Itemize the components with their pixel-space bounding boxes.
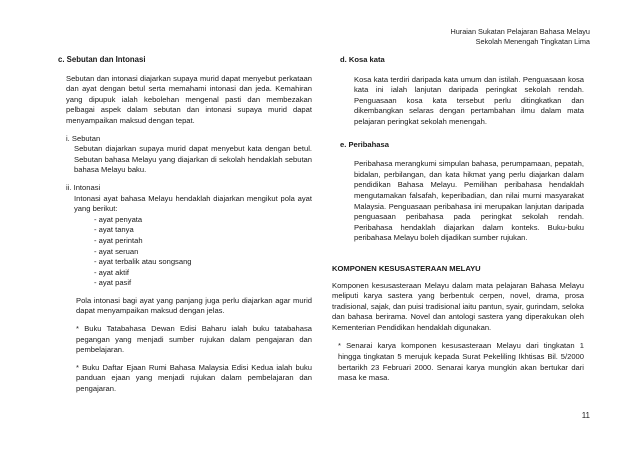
left-column bbox=[58, 55, 312, 402]
sub-ii-label: ii. Intonasi bbox=[66, 182, 101, 192]
section-c-paragraph: Sebutan dan intonasi diajarkan supaya murid dapat menyebut perkataan dan ayat dengan betul serta memahami intonasi dan jeda. Kemahiran yang dipupuk ialah kebolehan mengenal pasti dan membezakan pelbagai aspek dalam sebutan dan intonasi supaya murid dapat menyampaikan maksud dengan tepat. bbox=[66, 73, 312, 125]
sentence-pattern-list bbox=[94, 215, 312, 289]
sub-ii-text: Intonasi ayat bahasa Melayu hendaklah diajarkan mengikut pola ayat yang berikut: bbox=[74, 193, 312, 214]
sub-i-label: i. Sebutan bbox=[66, 133, 101, 143]
note-tatabahasa: * Buku Tatabahasa Dewan Edisi Baharu ialah buku tatabahasa pegangan yang menjadi sumber rujukan dalam pengajaran dan pembelajaran. bbox=[76, 324, 312, 355]
section-c-heading: c. Sebutan dan Intonasi bbox=[58, 55, 146, 64]
section-d-heading: d. Kosa kata bbox=[340, 55, 385, 64]
komponen-heading: KOMPONEN KESUSASTERAAN MELAYU bbox=[332, 263, 481, 273]
list-item: - ayat tanya bbox=[94, 225, 134, 235]
senarai-note: * Senarai karya komponen kesusasteraan Melayu dari tingkatan 1 hingga tingkatan 5 merujuk kepada Surat Pekeliling Ikhtisas Bil. 5/2000 bertarikh 23 Februari 2000. Senarai karya mungkin akan bertukar dari masa ke masa. bbox=[338, 341, 584, 383]
list-item: - ayat perintah bbox=[94, 235, 143, 245]
pattern-note: Pola intonasi bagi ayat yang panjang juga perlu diajarkan agar murid dapat menyampaikan maksud dengan jelas. bbox=[76, 295, 312, 316]
section-e-text: Peribahasa merangkumi simpulan bahasa, perumpamaan, pepatah, bidalan, perbilangan, dan kata hikmat yang perlu diajarkan dalam pendidikan Bahasa Melayu. Pemilihan peribahasa hendaklah mengutamakan falsafah, keperibadian, dan nilai murni masyarakat Malaysia. Penguasaan peribahasa ini merupakan lanjutan daripada penguasaan peribahasa pada peringkat sekolah rendah. Peribahasa hendaklah diajarkan dalam konteks. Buku-buku peribahasa Melayu boleh dijadikan sumber rujukan. bbox=[354, 159, 584, 243]
running-header bbox=[450, 27, 590, 47]
komponen-text: Komponen kesusasteraan Melayu dalam mata pelajaran Bahasa Melayu meliputi karya sastera yang berbentuk cerpen, novel, drama, prosa tradisional, sajak, dan puisi tradisional iaitu pantun, syair, gurindam, seloka dan bahasa berirama. Novel dan antologi sastera yang diperakukan oleh Kementerian Pendidikan hendaklah digunakan. bbox=[332, 280, 584, 332]
list-item: - ayat seruan bbox=[94, 246, 139, 256]
list-item: - ayat aktif bbox=[94, 267, 130, 277]
list-item: - ayat penyata bbox=[94, 214, 143, 224]
header-line-2: Sekolah Menengah Tingkatan Lima bbox=[475, 37, 590, 46]
section-d-text: Kosa kata terdiri daripada kata umum dan istilah. Penguasaan kosa kata ini ialah lanjutan daripada peringkat sekolah rendah. Penguasaan kosa kata tersebut perlu ditingkatkan dan dikembangkan selaras dengan pertambahan ilmu dalam mata pelajaran peringkat sekolah menengah. bbox=[354, 74, 584, 126]
note-daftar-ejaan: * Buku Daftar Ejaan Rumi Bahasa Malaysia Edisi Kedua ialah buku panduan ejaan yang menjadi rujukan dalam pembelajaran dan pengajaran. bbox=[76, 362, 312, 394]
page-number: 11 bbox=[581, 411, 590, 420]
right-column bbox=[332, 55, 584, 384]
header-line-1: Huraian Sukatan Pelajaran Bahasa Melayu bbox=[450, 27, 590, 36]
list-item: - ayat pasif bbox=[94, 278, 132, 288]
section-e-heading: e. Peribahasa bbox=[340, 139, 389, 149]
sub-i-text: Sebutan diajarkan supaya murid dapat menyebut kata dengan betul. Sebutan bahasa Melayu yang diajarkan di sekolah hendaklah sebutan bahasa Melayu baku. bbox=[74, 144, 312, 175]
list-item: - ayat terbalik atau songsang bbox=[94, 257, 192, 267]
